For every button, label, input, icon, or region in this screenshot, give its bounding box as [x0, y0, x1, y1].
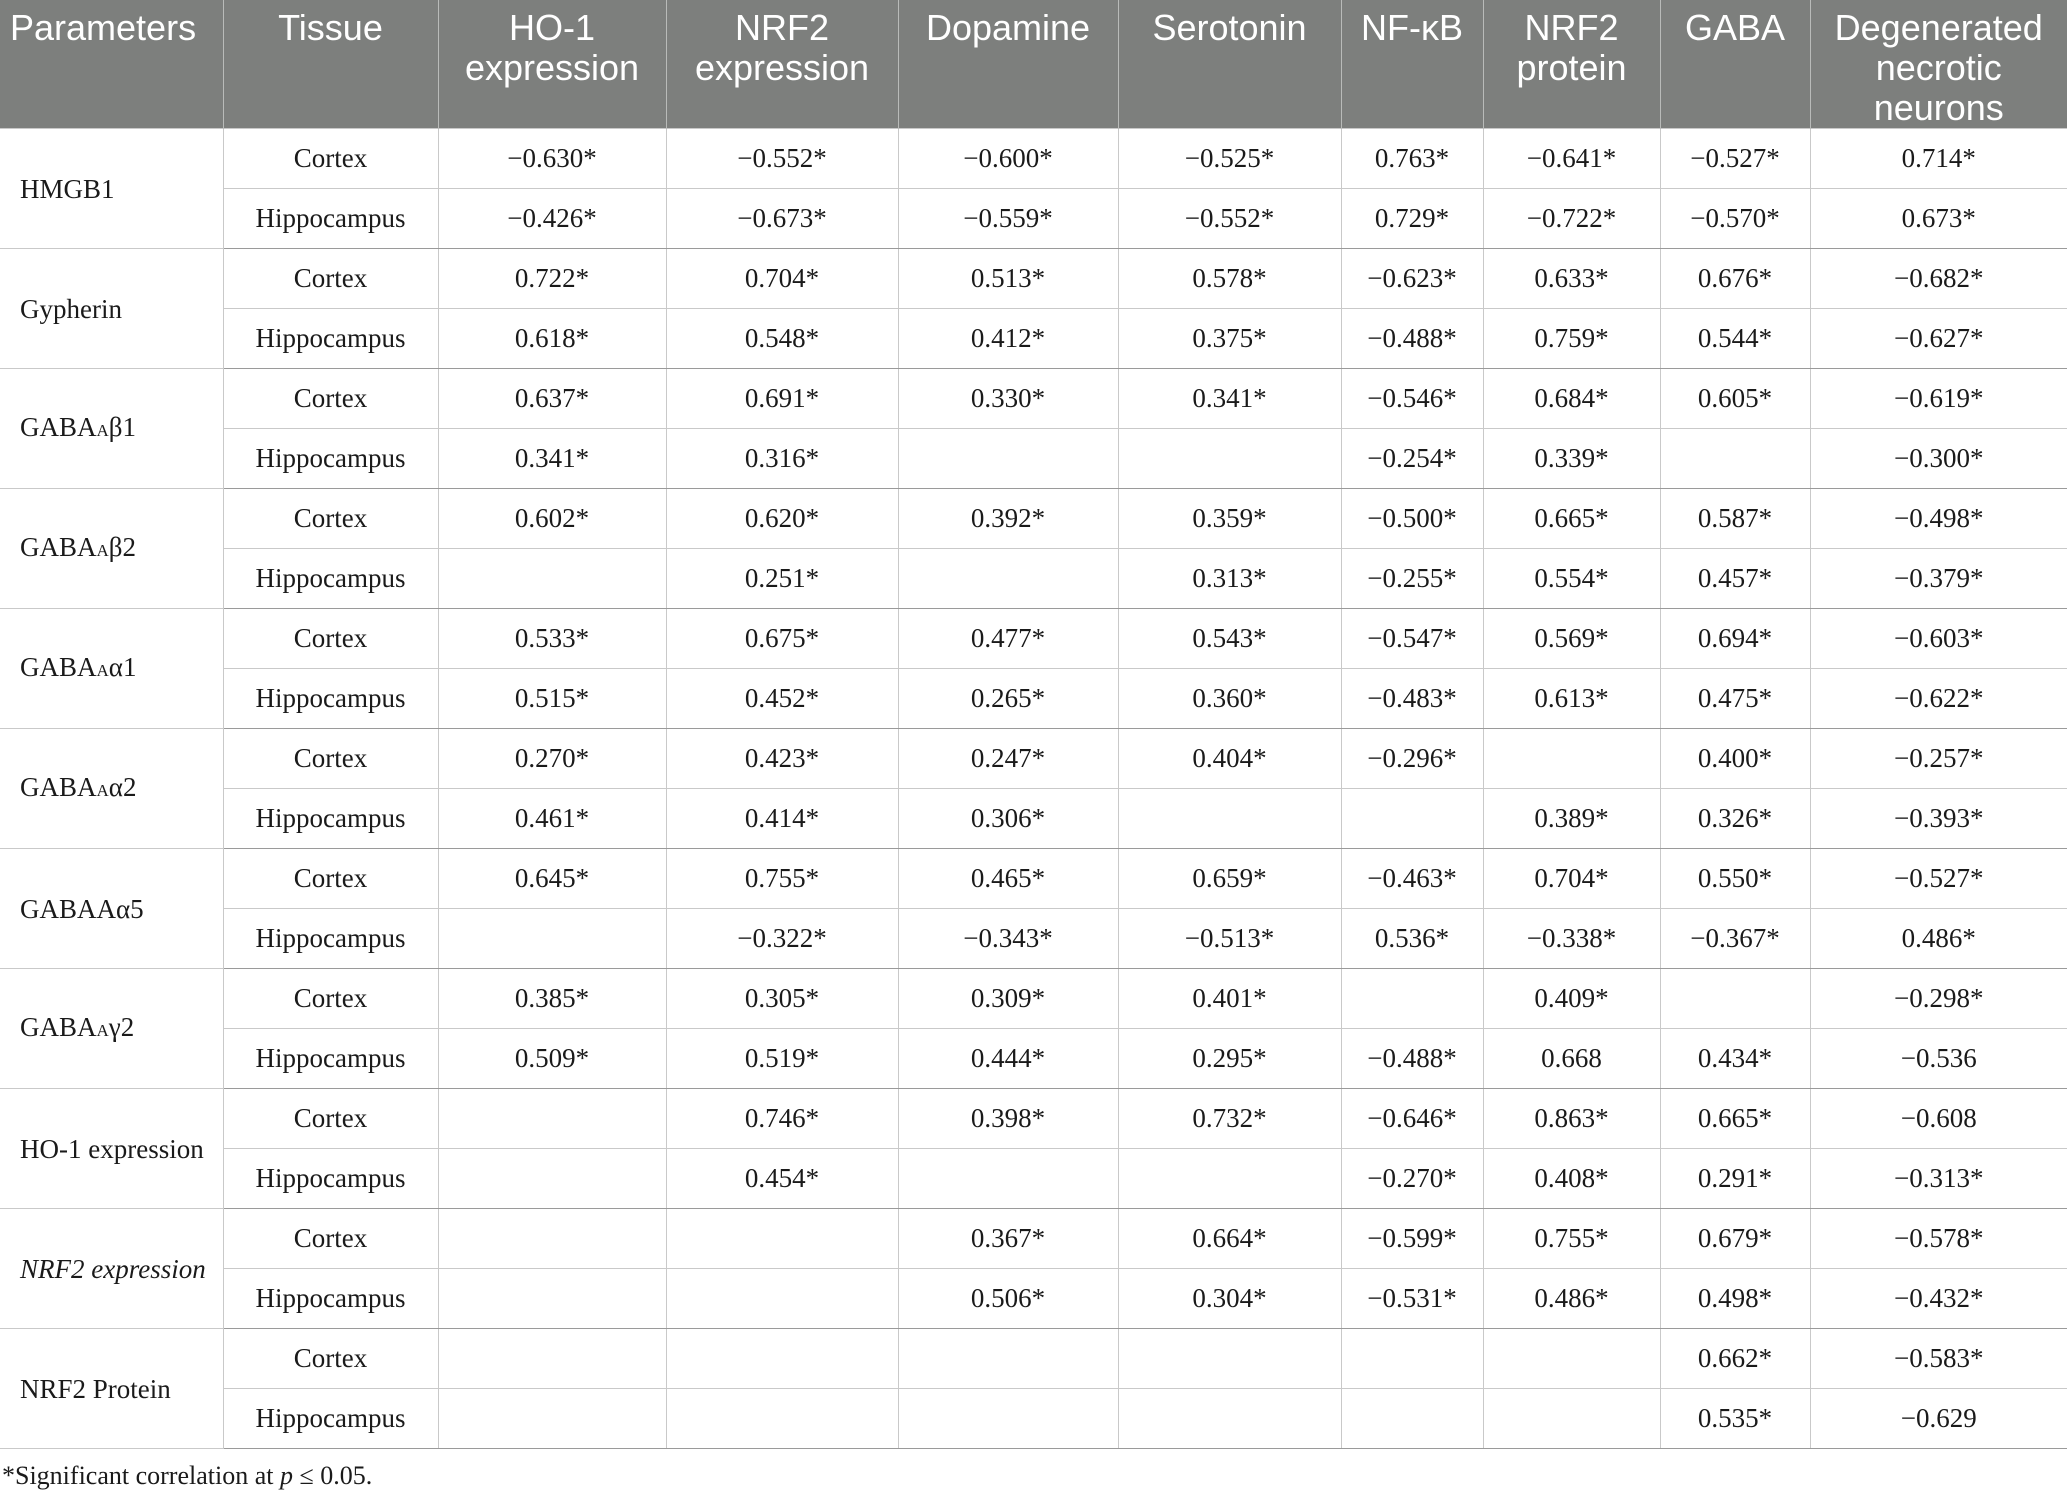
value-cell	[1483, 729, 1660, 789]
table-row	[0, 1269, 2067, 1329]
value-cell: −0.513*	[1118, 909, 1341, 969]
parameter-cell	[0, 489, 223, 609]
value-cell: 0.704*	[666, 249, 898, 309]
value-cell: 0.509*	[438, 1029, 666, 1089]
value-cell: 0.486*	[1810, 909, 2067, 969]
value-cell: 0.587*	[1660, 489, 1810, 549]
value-cell: 0.404*	[1118, 729, 1341, 789]
value-cell: −0.536	[1810, 1029, 2067, 1089]
table-row	[0, 249, 2067, 309]
value-cell: −0.619*	[1810, 369, 2067, 429]
value-cell: 0.506*	[898, 1269, 1118, 1329]
value-cell: 0.515*	[438, 669, 666, 729]
value-cell	[898, 1149, 1118, 1209]
value-cell: 0.247*	[898, 729, 1118, 789]
value-cell: −0.300*	[1810, 429, 2067, 489]
value-cell: −0.570*	[1660, 189, 1810, 249]
value-cell: −0.599*	[1341, 1209, 1483, 1269]
value-cell	[666, 1269, 898, 1329]
value-cell: −0.527*	[1660, 129, 1810, 189]
value-cell: 0.746*	[666, 1089, 898, 1149]
value-cell: 0.309*	[898, 969, 1118, 1029]
parameter-subscript: A	[96, 540, 109, 560]
value-cell: 0.409*	[1483, 969, 1660, 1029]
table-row	[0, 1089, 2067, 1149]
value-cell: 0.359*	[1118, 489, 1341, 549]
tissue-cell: Cortex	[223, 1089, 438, 1149]
value-cell: 0.755*	[666, 849, 898, 909]
value-cell: −0.608	[1810, 1089, 2067, 1149]
tissue-cell: Cortex	[223, 1209, 438, 1269]
value-cell	[1483, 1389, 1660, 1449]
table-row	[0, 1329, 2067, 1389]
value-cell: −0.682*	[1810, 249, 2067, 309]
value-cell: −0.255*	[1341, 549, 1483, 609]
table-row	[0, 609, 2067, 669]
table-row	[0, 789, 2067, 849]
header-row	[0, 0, 2067, 129]
parameter-cell: NRF2 expression	[0, 1209, 223, 1329]
value-cell: 0.306*	[898, 789, 1118, 849]
table-footnote	[0, 1461, 2067, 1491]
value-cell: 0.763*	[1341, 129, 1483, 189]
value-cell: −0.488*	[1341, 309, 1483, 369]
value-cell: 0.270*	[438, 729, 666, 789]
header-tissue: Tissue	[223, 0, 438, 129]
tissue-cell: Cortex	[223, 129, 438, 189]
value-cell: 0.665*	[1483, 489, 1660, 549]
value-cell: −0.298*	[1810, 969, 2067, 1029]
parameter-name: GABA	[20, 651, 97, 682]
value-cell: −0.722*	[1483, 189, 1660, 249]
tissue-cell: Hippocampus	[223, 909, 438, 969]
header-nrf2-expression: NRF2 expression	[666, 0, 898, 129]
table-row	[0, 729, 2067, 789]
value-cell: 0.389*	[1483, 789, 1660, 849]
value-cell	[438, 1089, 666, 1149]
value-cell: −0.338*	[1483, 909, 1660, 969]
header-ho1-expression: HO-1 expression	[438, 0, 666, 129]
value-cell	[438, 1329, 666, 1389]
tissue-cell: Cortex	[223, 249, 438, 309]
value-cell: 0.486*	[1483, 1269, 1660, 1329]
value-cell: −0.367*	[1660, 909, 1810, 969]
value-cell: 0.578*	[1118, 249, 1341, 309]
value-cell: 0.691*	[666, 369, 898, 429]
tissue-cell: Hippocampus	[223, 1269, 438, 1329]
tissue-cell: Hippocampus	[223, 189, 438, 249]
value-cell: −0.432*	[1810, 1269, 2067, 1329]
tissue-cell: Cortex	[223, 609, 438, 669]
value-cell: −0.257*	[1810, 729, 2067, 789]
value-cell: 0.295*	[1118, 1029, 1341, 1089]
value-cell: 0.759*	[1483, 309, 1660, 369]
value-cell: 0.291*	[1660, 1149, 1810, 1209]
table-row	[0, 909, 2067, 969]
value-cell: −0.343*	[898, 909, 1118, 969]
value-cell: −0.488*	[1341, 1029, 1483, 1089]
value-cell: 0.675*	[666, 609, 898, 669]
header-degenerated-necrotic-neurons: Degenerated necrotic neurons	[1810, 0, 2067, 129]
parameter-name: GABA	[20, 771, 97, 802]
tissue-cell: Hippocampus	[223, 1389, 438, 1449]
value-cell: 0.543*	[1118, 609, 1341, 669]
value-cell: −0.254*	[1341, 429, 1483, 489]
value-cell: −0.270*	[1341, 1149, 1483, 1209]
value-cell: −0.552*	[1118, 189, 1341, 249]
parameter-suffix: β2	[108, 531, 137, 562]
value-cell: 0.633*	[1483, 249, 1660, 309]
tissue-cell: Cortex	[223, 489, 438, 549]
parameter-cell: HMGB1	[0, 129, 223, 249]
value-cell: −0.559*	[898, 189, 1118, 249]
value-cell: 0.304*	[1118, 1269, 1341, 1329]
value-cell: −0.583*	[1810, 1329, 2067, 1389]
tissue-cell: Hippocampus	[223, 549, 438, 609]
value-cell: 0.251*	[666, 549, 898, 609]
tissue-cell: Hippocampus	[223, 789, 438, 849]
table-row	[0, 309, 2067, 369]
value-cell: −0.525*	[1118, 129, 1341, 189]
table-row	[0, 429, 2067, 489]
tissue-cell: Hippocampus	[223, 1029, 438, 1089]
value-cell	[1118, 789, 1341, 849]
table-row	[0, 549, 2067, 609]
tissue-cell: Hippocampus	[223, 669, 438, 729]
value-cell: 0.401*	[1118, 969, 1341, 1029]
value-cell	[438, 549, 666, 609]
value-cell: 0.729*	[1341, 189, 1483, 249]
value-cell: 0.498*	[1660, 1269, 1810, 1329]
table-row	[0, 1389, 2067, 1449]
value-cell: −0.393*	[1810, 789, 2067, 849]
header-gaba: GABA	[1660, 0, 1810, 129]
table-row	[0, 489, 2067, 549]
value-cell: 0.679*	[1660, 1209, 1810, 1269]
value-cell: −0.622*	[1810, 669, 2067, 729]
tissue-cell: Hippocampus	[223, 309, 438, 369]
value-cell	[898, 1329, 1118, 1389]
value-cell: 0.722*	[438, 249, 666, 309]
value-cell: 0.732*	[1118, 1089, 1341, 1149]
parameter-name: GABA	[20, 411, 97, 442]
value-cell: −0.552*	[666, 129, 898, 189]
parameter-name: GABA	[20, 1011, 97, 1042]
tissue-cell: Cortex	[223, 729, 438, 789]
tissue-cell: Cortex	[223, 969, 438, 1029]
value-cell	[1341, 1329, 1483, 1389]
value-cell	[898, 1389, 1118, 1449]
value-cell: 0.714*	[1810, 129, 2067, 189]
value-cell: 0.605*	[1660, 369, 1810, 429]
value-cell: 0.550*	[1660, 849, 1810, 909]
value-cell: 0.519*	[666, 1029, 898, 1089]
header-nfkb: NF-κB	[1341, 0, 1483, 129]
value-cell: 0.535*	[1660, 1389, 1810, 1449]
tissue-cell: Cortex	[223, 1329, 438, 1389]
tissue-cell: Hippocampus	[223, 1149, 438, 1209]
value-cell: 0.360*	[1118, 669, 1341, 729]
value-cell	[438, 1209, 666, 1269]
value-cell: 0.385*	[438, 969, 666, 1029]
tissue-cell: Cortex	[223, 369, 438, 429]
value-cell: −0.673*	[666, 189, 898, 249]
value-cell	[438, 1269, 666, 1329]
value-cell: 0.423*	[666, 729, 898, 789]
value-cell: 0.513*	[898, 249, 1118, 309]
value-cell: 0.554*	[1483, 549, 1660, 609]
table-row	[0, 369, 2067, 429]
value-cell: −0.426*	[438, 189, 666, 249]
value-cell	[1660, 429, 1810, 489]
value-cell: 0.863*	[1483, 1089, 1660, 1149]
value-cell: −0.629	[1810, 1389, 2067, 1449]
header-parameters: Parameters	[0, 0, 223, 129]
parameter-subscript: A	[96, 780, 109, 800]
value-cell: 0.412*	[898, 309, 1118, 369]
value-cell: 0.694*	[1660, 609, 1810, 669]
value-cell: −0.379*	[1810, 549, 2067, 609]
parameter-subscript: A	[96, 1020, 109, 1040]
value-cell: 0.664*	[1118, 1209, 1341, 1269]
value-cell: 0.434*	[1660, 1029, 1810, 1089]
value-cell: 0.408*	[1483, 1149, 1660, 1209]
value-cell: −0.546*	[1341, 369, 1483, 429]
table-row	[0, 1209, 2067, 1269]
value-cell: 0.673*	[1810, 189, 2067, 249]
value-cell: −0.646*	[1341, 1089, 1483, 1149]
value-cell: 0.755*	[1483, 1209, 1660, 1269]
value-cell: −0.531*	[1341, 1269, 1483, 1329]
value-cell: 0.265*	[898, 669, 1118, 729]
parameter-suffix: γ2	[108, 1011, 135, 1042]
value-cell: 0.533*	[438, 609, 666, 669]
tissue-cell: Cortex	[223, 849, 438, 909]
value-cell	[1118, 1389, 1341, 1449]
value-cell: −0.578*	[1810, 1209, 2067, 1269]
parameter-cell: HO-1 expression	[0, 1089, 223, 1209]
value-cell: −0.623*	[1341, 249, 1483, 309]
value-cell	[898, 429, 1118, 489]
value-cell: −0.483*	[1341, 669, 1483, 729]
value-cell: 0.330*	[898, 369, 1118, 429]
value-cell	[666, 1389, 898, 1449]
parameter-cell	[0, 969, 223, 1089]
value-cell: 0.313*	[1118, 549, 1341, 609]
value-cell: 0.645*	[438, 849, 666, 909]
parameter-subscript: A	[96, 420, 109, 440]
value-cell: 0.305*	[666, 969, 898, 1029]
table-row	[0, 969, 2067, 1029]
value-cell: 0.398*	[898, 1089, 1118, 1149]
header-dopamine: Dopamine	[898, 0, 1118, 129]
table-row	[0, 669, 2067, 729]
value-cell	[438, 1389, 666, 1449]
value-cell: 0.637*	[438, 369, 666, 429]
value-cell	[1118, 1329, 1341, 1389]
value-cell	[1483, 1329, 1660, 1389]
table-body	[0, 129, 2067, 1449]
parameter-suffix: β1	[108, 411, 137, 442]
value-cell	[666, 1209, 898, 1269]
header-nrf2-protein: NRF2 protein	[1483, 0, 1660, 129]
value-cell: 0.536*	[1341, 909, 1483, 969]
value-cell: 0.452*	[666, 669, 898, 729]
table-row	[0, 1149, 2067, 1209]
value-cell	[1660, 969, 1810, 1029]
footnote-prefix: *Significant correlation at	[2, 1461, 280, 1490]
value-cell: 0.475*	[1660, 669, 1810, 729]
parameter-cell: NRF2 Protein	[0, 1329, 223, 1449]
value-cell	[1118, 1149, 1341, 1209]
value-cell: 0.477*	[898, 609, 1118, 669]
value-cell	[1118, 429, 1341, 489]
value-cell: 0.457*	[1660, 549, 1810, 609]
value-cell: 0.620*	[666, 489, 898, 549]
value-cell: 0.618*	[438, 309, 666, 369]
table-row	[0, 129, 2067, 189]
value-cell: −0.498*	[1810, 489, 2067, 549]
parameter-cell	[0, 609, 223, 729]
header-serotonin: Serotonin	[1118, 0, 1341, 129]
value-cell: 0.461*	[438, 789, 666, 849]
value-cell: 0.400*	[1660, 729, 1810, 789]
value-cell: 0.613*	[1483, 669, 1660, 729]
value-cell: 0.659*	[1118, 849, 1341, 909]
value-cell: 0.341*	[1118, 369, 1341, 429]
value-cell: 0.602*	[438, 489, 666, 549]
value-cell: 0.367*	[898, 1209, 1118, 1269]
value-cell: 0.414*	[666, 789, 898, 849]
value-cell: −0.547*	[1341, 609, 1483, 669]
value-cell: 0.676*	[1660, 249, 1810, 309]
value-cell: −0.600*	[898, 129, 1118, 189]
value-cell: −0.627*	[1810, 309, 2067, 369]
value-cell: 0.316*	[666, 429, 898, 489]
value-cell: 0.392*	[898, 489, 1118, 549]
tissue-cell: Hippocampus	[223, 429, 438, 489]
value-cell	[438, 909, 666, 969]
value-cell: 0.339*	[1483, 429, 1660, 489]
value-cell: 0.544*	[1660, 309, 1810, 369]
value-cell	[1341, 969, 1483, 1029]
value-cell	[1341, 789, 1483, 849]
value-cell: 0.465*	[898, 849, 1118, 909]
value-cell	[898, 549, 1118, 609]
value-cell: 0.548*	[666, 309, 898, 369]
value-cell: 0.444*	[898, 1029, 1118, 1089]
parameter-subscript: A	[96, 660, 109, 680]
value-cell: −0.630*	[438, 129, 666, 189]
value-cell: −0.313*	[1810, 1149, 2067, 1209]
value-cell	[1341, 1389, 1483, 1449]
value-cell: −0.500*	[1341, 489, 1483, 549]
parameter-cell: Gypherin	[0, 249, 223, 369]
footnote-suffix: ≤ 0.05.	[292, 1461, 373, 1490]
parameter-cell	[0, 729, 223, 849]
value-cell	[438, 1149, 666, 1209]
table-row	[0, 189, 2067, 249]
table-row	[0, 849, 2067, 909]
value-cell: −0.296*	[1341, 729, 1483, 789]
value-cell: −0.641*	[1483, 129, 1660, 189]
table-row	[0, 1029, 2067, 1089]
parameter-suffix: α2	[108, 771, 137, 802]
parameter-cell: GABAAα5	[0, 849, 223, 969]
value-cell: 0.704*	[1483, 849, 1660, 909]
value-cell: −0.603*	[1810, 609, 2067, 669]
value-cell: 0.684*	[1483, 369, 1660, 429]
value-cell: 0.326*	[1660, 789, 1810, 849]
parameter-name: GABA	[20, 531, 97, 562]
value-cell: 0.665*	[1660, 1089, 1810, 1149]
value-cell	[666, 1329, 898, 1389]
value-cell: −0.322*	[666, 909, 898, 969]
value-cell: 0.341*	[438, 429, 666, 489]
value-cell: −0.527*	[1810, 849, 2067, 909]
parameter-suffix: α1	[108, 651, 137, 682]
value-cell: 0.454*	[666, 1149, 898, 1209]
value-cell: 0.662*	[1660, 1329, 1810, 1389]
value-cell: 0.375*	[1118, 309, 1341, 369]
value-cell: −0.463*	[1341, 849, 1483, 909]
parameter-cell	[0, 369, 223, 489]
value-cell: 0.668	[1483, 1029, 1660, 1089]
footnote-variable: p	[279, 1461, 293, 1490]
value-cell: 0.569*	[1483, 609, 1660, 669]
